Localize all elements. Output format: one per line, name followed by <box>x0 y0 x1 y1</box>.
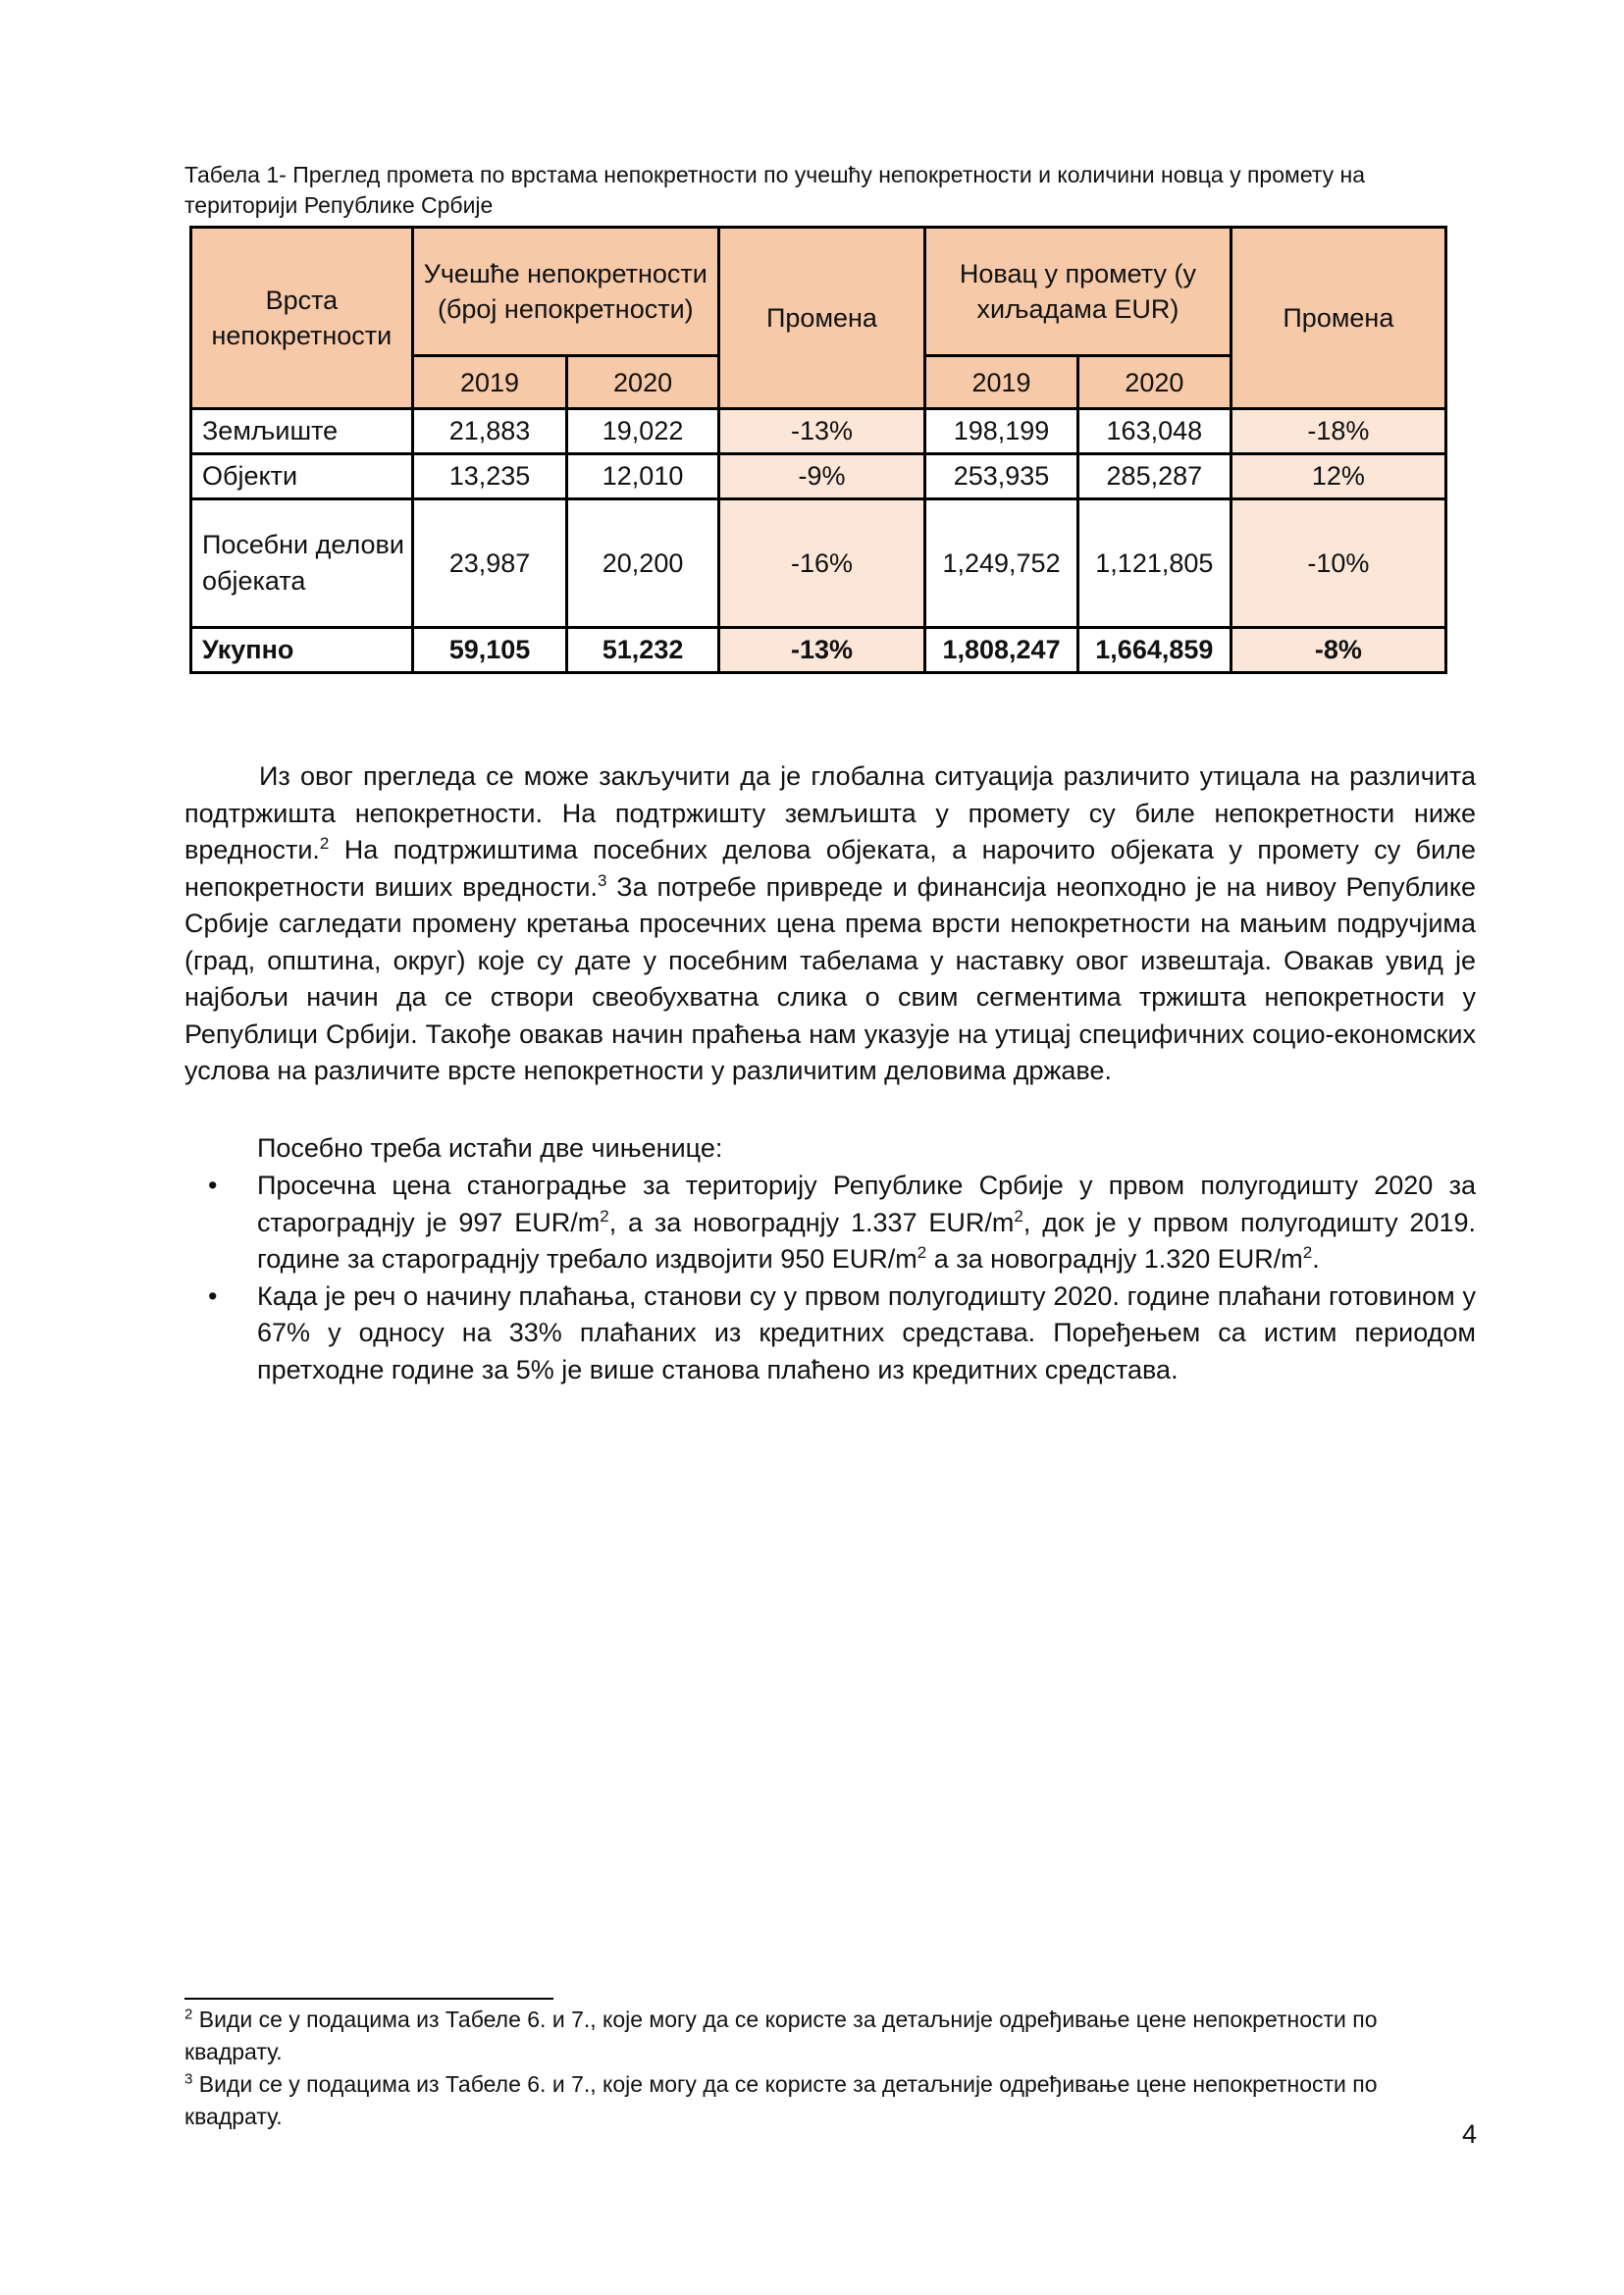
cell-count-2020: 12,010 <box>567 454 719 499</box>
header-change-money: Промена <box>1231 228 1445 409</box>
header-money: Новац у промету (у хиљадама EUR) <box>925 228 1231 356</box>
cell-count-change: -9% <box>718 454 924 499</box>
header-count: Учешће непокретности (број непокретности) <box>412 228 718 356</box>
header-change-count: Промена <box>718 228 924 409</box>
cell-count-2019: 21,883 <box>412 409 567 454</box>
footnotes <box>184 2004 1480 2133</box>
footnote-ref[interactable]: 2 <box>319 834 330 853</box>
cell-money-change: -8% <box>1231 628 1445 673</box>
cell-money-2019: 1,249,752 <box>925 499 1078 628</box>
cell-count-change: -16% <box>718 499 924 628</box>
cell-money-change: -18% <box>1231 409 1445 454</box>
table-row <box>191 499 1446 628</box>
cell-money-change: -10% <box>1231 499 1445 628</box>
cell-money-2020: 285,287 <box>1077 454 1231 499</box>
paragraph-text: Из овог прегледа се може закључити да је глобална ситуација различито утицала на различита подтржишта непокретности. На подтржишту земљишта у промету су биле непокретности ниже вредности. <box>184 761 1476 864</box>
cell-count-2020: 51,232 <box>567 628 719 673</box>
page-number: 4 <box>1462 2119 1478 2149</box>
row-label: Посебни делови објеката <box>191 499 413 628</box>
cell-count-2019: 23,987 <box>412 499 567 628</box>
lead-sentence: Посебно треба истаћи две чињенице: <box>257 1133 723 1163</box>
cell-money-2019: 198,199 <box>925 409 1078 454</box>
table-row <box>191 409 1446 454</box>
real-estate-table <box>189 226 1447 674</box>
row-label: Објекти <box>191 454 413 499</box>
table-row <box>191 454 1446 499</box>
header-type: Врста непокретности <box>191 228 413 409</box>
cell-count-change: -13% <box>718 628 924 673</box>
bullet-list <box>184 1168 1476 1388</box>
list-item: • Када је реч о начину плаћања, станови су у првом полугодишту 2020. године плаћани готовином у 67% у односу на 33% плаћаних из кредитних средстава. Поређењем са истим периодом претходне године за 5% је више станова плаћено из кредитних средстава. <box>184 1278 1476 1389</box>
table-row-total <box>191 628 1446 673</box>
footnote-ref[interactable]: 3 <box>598 870 607 890</box>
bullet-icon: • <box>208 1171 218 1200</box>
paragraph-text: На подтржиштима посебних делова објеката, а нарочито објеката у промету су биле непокретности виших вредности. <box>184 835 1476 902</box>
cell-money-2020: 1,664,859 <box>1077 628 1231 673</box>
body-paragraph <box>184 758 1476 1090</box>
header-year: 2020 <box>567 356 719 409</box>
footnote <box>184 2068 1480 2133</box>
table-caption: Табела 1- Преглед промета по врстама непокретности по учешћу непокретности и количини новца у промету на територији Републике Србије <box>184 162 1366 218</box>
cell-count-2019: 13,235 <box>412 454 567 499</box>
cell-money-2020: 163,048 <box>1077 409 1231 454</box>
row-label: Укупно <box>191 628 413 673</box>
cell-count-change: -13% <box>718 409 924 454</box>
header-year: 2020 <box>1077 356 1231 409</box>
paragraph-text: За потребе привреде и финансија неопходно је на нивоу Републике Србије сагледати промену кретања просечних цена према врсти непокретности на мањим подручјима (град, општина, округ) које су дате у посебним табелама у наставку овог извештаја. Овакав увид је најбољи начин да се створи свеобухватна слика о свим сегментима тржишта непокретности у Републици Србији. Такође овакав начин праћења нам указује на утицај специфичних социо-економских услова на различите врсте непокретности у различитим деловима државе. <box>184 871 1476 1085</box>
cell-money-2020: 1,121,805 <box>1077 499 1231 628</box>
cell-money-2019: 1,808,247 <box>925 628 1078 673</box>
footnote-text: Види се у подацима из Табеле 6. и 7., које могу да се користе за детаљније одређивање цене непокретности по квадрату. <box>184 2071 1378 2129</box>
footnote-text: Види се у подацима из Табеле 6. и 7., које могу да се користе за детаљније одређивање цене непокретности по квадрату. <box>184 2007 1378 2064</box>
cell-count-2020: 19,022 <box>567 409 719 454</box>
bullet-icon: • <box>208 1280 218 1311</box>
row-label: Земљиште <box>191 409 413 454</box>
footnote <box>184 2004 1480 2068</box>
cell-count-2020: 20,200 <box>567 499 719 628</box>
cell-count-2019: 59,105 <box>412 628 567 673</box>
footnote-divider <box>184 1998 553 2000</box>
list-item: • Просечна цена станоградње за територију Републике Србије у првом полугодишту 2020 за старограднју је 997 EUR/$m^2$, а за новограднју 1.337 EUR/$m^2$, док је у првом полугодишту 2019. године за старограднју требало издвојити 950 EUR/$m^2$ а за новограднју 1.320 EUR/$m^2$. <box>184 1168 1476 1278</box>
footnote-number: 2 <box>184 2006 193 2023</box>
cell-money-2019: 253,935 <box>925 454 1078 499</box>
cell-money-change: 12% <box>1231 454 1445 499</box>
footnote-number: 3 <box>184 2070 193 2088</box>
header-year: 2019 <box>925 356 1078 409</box>
header-year: 2019 <box>412 356 567 409</box>
